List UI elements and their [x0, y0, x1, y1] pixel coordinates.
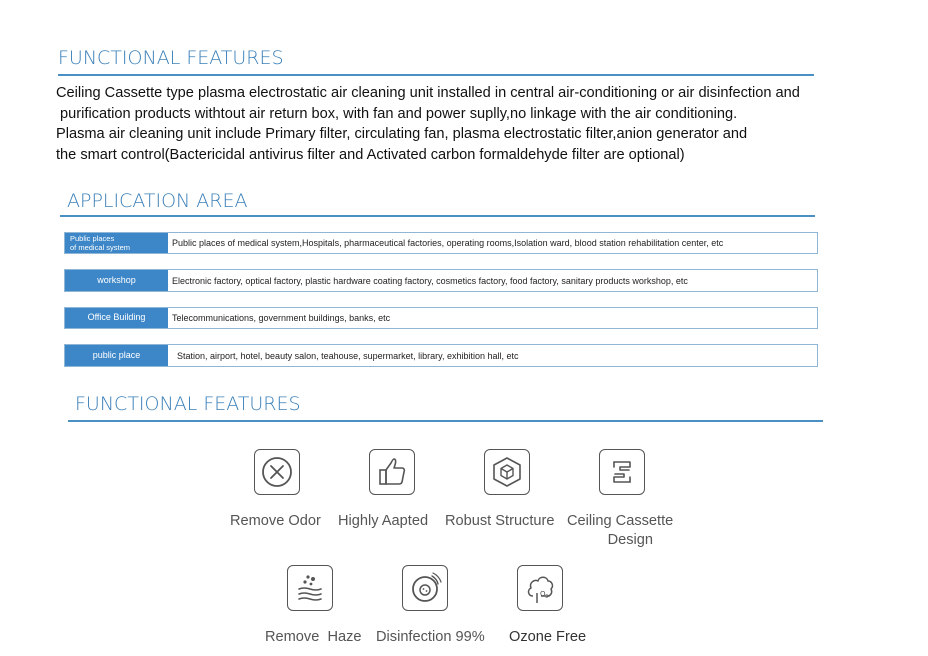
feature-label-line: Design: [607, 532, 653, 548]
cube-icon: [484, 449, 530, 495]
remove-odor-icon: [254, 449, 300, 495]
section-title-functional-features: FUNCTIONAL FEATURES: [58, 47, 284, 69]
feature-label: Robust Structure: [445, 513, 555, 529]
feature-label: Remove Odor: [230, 513, 321, 529]
feature-label-line: Ceiling Cassette: [567, 513, 674, 529]
application-label: [65, 233, 168, 253]
application-value: Station, airport, hotel, beauty salon, teahouse, supermarket, library, exhibition hall, etc: [177, 350, 519, 361]
ceiling-cassette-icon: [599, 449, 645, 495]
application-label-line: Public places: [70, 234, 115, 243]
application-value: Electronic factory, optical factory, plastic hardware coating factory, cosmetics factory, food factory, sanitary products workshop, etc: [172, 275, 688, 286]
feature-label: Ozone Free: [509, 629, 587, 645]
description-paragraph: [56, 83, 916, 165]
application-row: [64, 232, 818, 254]
feature-label: [567, 512, 683, 550]
thumbs-up-icon: [369, 449, 415, 495]
application-row: [64, 269, 818, 292]
description-line: Plasma air cleaning unit include Primary filter, circulating fan, plasma electrostatic filter,anion generator and: [56, 126, 748, 142]
description-line: purification products withtout air return box, with fan and power suplly,no linkage with the air conditioning.: [56, 105, 738, 122]
haze-icon: [287, 565, 333, 611]
section-divider: [68, 420, 823, 422]
application-row: [64, 307, 818, 329]
feature-label: Remove Haze: [265, 629, 362, 645]
section-divider: [58, 74, 814, 76]
application-value: Telecommunications, government buildings, banks, etc: [172, 313, 391, 323]
ozone-free-icon: [517, 565, 563, 611]
feature-label: Highly Aapted: [338, 513, 429, 529]
application-value: Public places of medical system,Hospitals, pharmaceutical factories, operating rooms,Isolation ward, blood station rehabilitation center, etc: [172, 238, 724, 248]
application-row: [64, 344, 818, 367]
application-label: Office Building: [65, 308, 168, 328]
disinfection-icon: [402, 565, 448, 611]
application-label: public place: [65, 345, 168, 366]
application-label-line: of medical system: [70, 242, 131, 252]
description-line: Ceiling Cassette type plasma electrostatic air cleaning unit installed in central air-conditioning or air disinfection and: [56, 85, 800, 101]
feature-label: Disinfection 99%: [376, 629, 485, 645]
section-divider: [60, 215, 815, 217]
section-title-functional-features: FUNCTIONAL FEATURES: [75, 393, 301, 415]
application-label: workshop: [65, 270, 168, 291]
description-line: the smart control(Bactericidal antivirus filter and Activated carbon formaldehyde filter are optional): [56, 146, 685, 163]
section-title-application-area: APPLICATION AREA: [67, 190, 248, 212]
svg-text:O: O: [540, 590, 546, 598]
svg-text:3: 3: [545, 594, 549, 600]
